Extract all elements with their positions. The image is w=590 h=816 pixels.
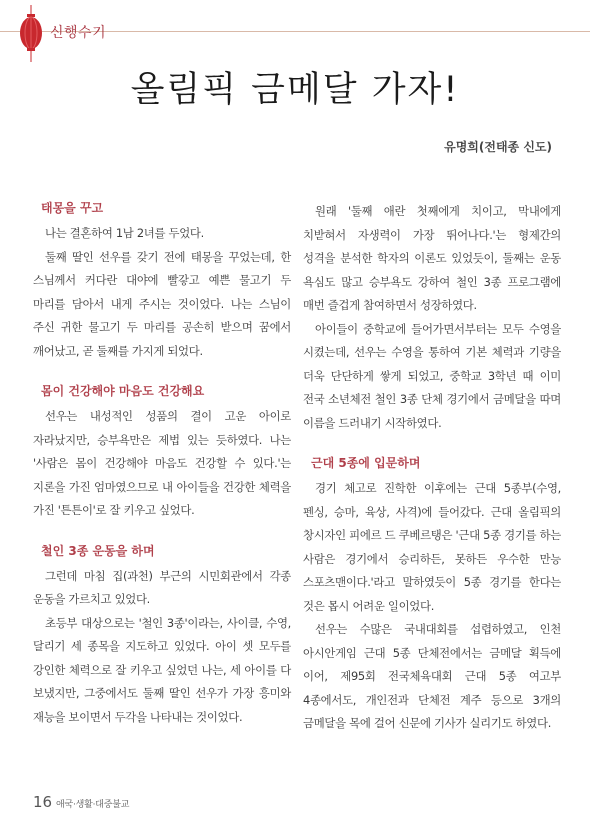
paragraph: 둘째 딸인 선우를 갖기 전에 태몽을 꾸었는데, 한 스님께서 커다란 대야에 빨갛고 예쁜 물고기 두 마리를 담아서 내게 주시는 것이었다. 나는 스님이 주신 귀한 물고기 두 마리를 공손히 받으며 꿈에서 깨어났고, 곧 둘째를 가지게 되었다. [33, 249, 291, 358]
paragraph: 나는 결혼하여 1남 2녀를 두었다. [45, 226, 204, 240]
paragraph: 경기 체고로 진학한 이후에는 근대 5종부(수영, 펜싱, 승마, 육상, 사격)에 들어갔다. 근대 올림픽의 창시자인 피에르 드 쿠베르탱은 '근대 5종 경기를 하는 사람은 경기에서 승리하든, 못하든 우수한 만능 스포츠맨이다.'라고 말하였듯이 5종 경기를 한다는 것은 몹시 어려운 일이었다. [303, 481, 561, 613]
left-column [33, 200, 291, 729]
page-title: 올림픽 금메달 가자! [130, 70, 460, 110]
paragraph: 선우는 수많은 국내대회를 섭렵하였고, 인천 아시안게임 근대 5종 단체전에서는 금메달 획득에 이어, 제95회 전국체육대회 근대 5종 여고부 4종에서도, 개인전과 단체전 계주 등으로 3개의 금메달을 목에 걸어 신문에 기사가 실리기도 하였다. [303, 622, 561, 730]
paragraph: 원래 '둘째 애란 첫째에게 치이고, 막내에게 치받혀서 자생력이 가장 뛰어나다.'는 형제간의 성격을 분석한 학자의 이론도 있었듯이, 둘째는 운동 욕심도 많고 승부욕도 강하여 철인 3종 프로그램에 매번 즐겁게 참여하면서 성장하였다. [303, 204, 561, 312]
section-heading: 몸이 건강해야 마음도 건강해요 [41, 384, 205, 398]
paragraph: 초등부 대상으로는 '철인 3종'이라는, 사이클, 수영, 달리기 세 종목을 지도하고 있었다. 아이 셋 모두를 강인한 체력으로 잘 키우고 싶었던 나는, 세 아이를 다 보냈지만, 그중에서도 둘째 딸인 선우가 가장 흥미와 재능을 보이면서 두각을 나타내는 것이었다. [33, 615, 291, 724]
author-byline: 유명희(전태종 신도) [444, 140, 552, 154]
section-heading: 태몽을 꾸고 [41, 201, 104, 215]
section-heading: 근대 5종에 입문하며 [311, 456, 421, 470]
paragraph: 그런데 마침 집(과천) 부근의 시민회관에서 각종 운동을 가르치고 있었다. [33, 568, 291, 606]
paragraph: 아이들이 중학교에 들어가면서부터는 모두 수영을 시켰는데, 선우는 수영을 통하여 기본 체력과 기량을 더욱 단단하게 쌓게 되었고, 중학교 3학년 때 이미 전국 소년체전 철인 3종 단체 경기에서 금메달을 따며 이름을 드러내기 시작하였다. [303, 321, 561, 430]
publication-name: 애국·생활·대중불교 [56, 800, 130, 810]
section-heading: 철인 3종 운동을 하며 [41, 543, 155, 558]
paragraph: 선우는 내성적인 성품의 결이 고운 아이로 자라났지만, 승부욕만은 제법 있는 듯하였다. 나는 '사람은 몸이 건강해야 마음도 건강할 수 있다.'는 지론을 가진 엄마였으므로 내 아이들을 건강한 체력을 가진 '튼튼이'로 잘 키우고 싶었다. [33, 409, 291, 517]
page-number: 16 [33, 793, 53, 811]
right-column [303, 200, 561, 736]
section-label: 신행수기 [50, 25, 107, 41]
lantern-icon [20, 5, 42, 63]
